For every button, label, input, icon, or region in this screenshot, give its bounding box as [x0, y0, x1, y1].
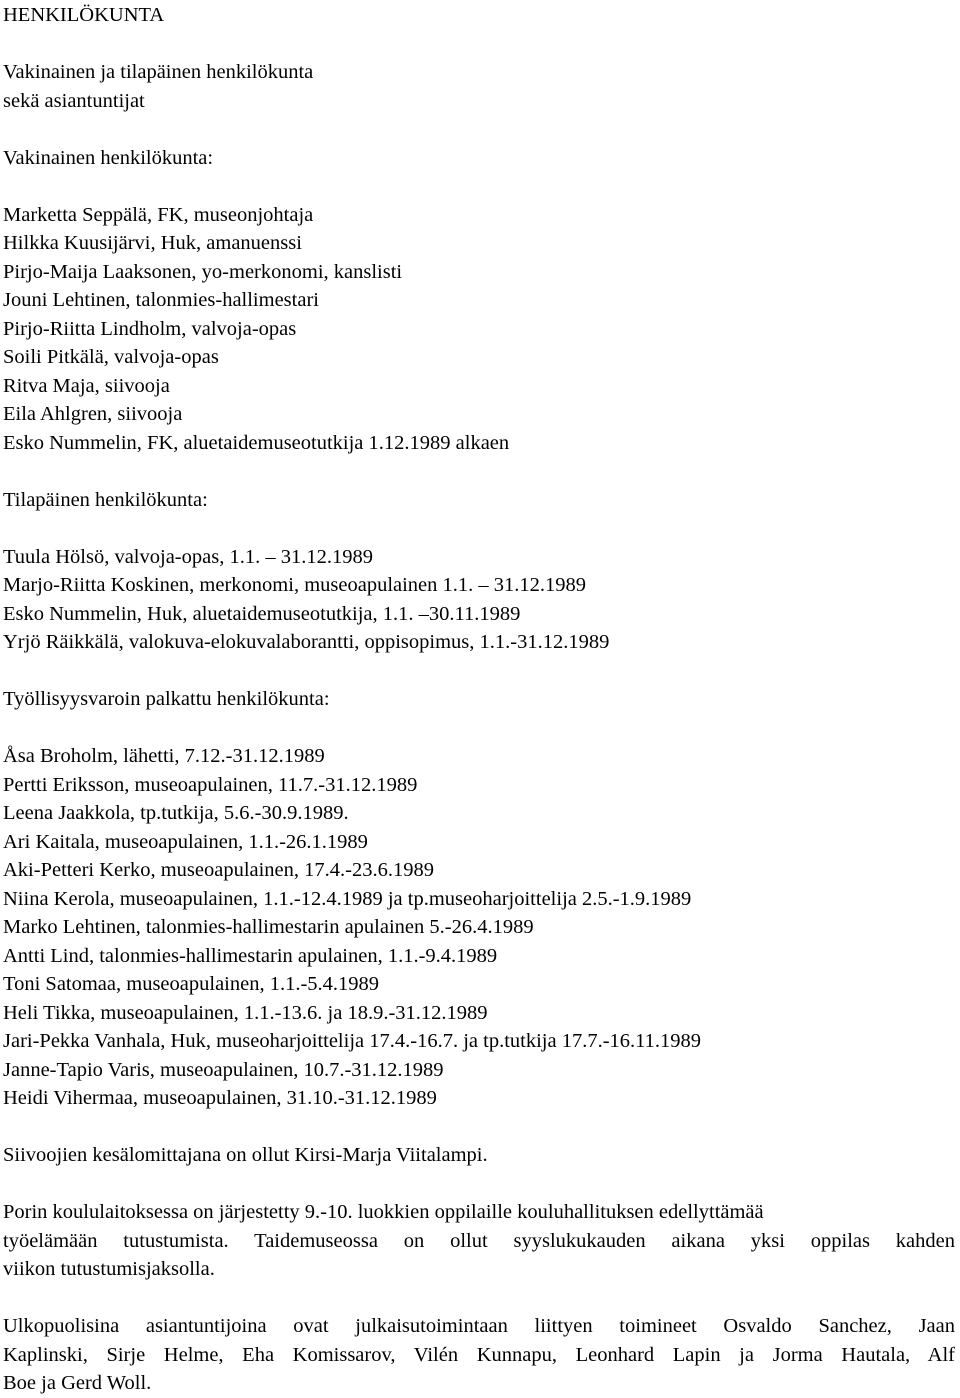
document-title: HENKILÖKUNTA [3, 4, 165, 26]
staff-entry: Heidi Vihermaa, museoapulainen, 31.10.-31.12.1989 [3, 1087, 437, 1109]
staff-entry: Ari Kaitala, museoapulainen, 1.1.-26.1.1989 [3, 830, 368, 853]
paragraph-line: Siivoojien kesälomittajana on ollut Kirsi-Marja Viitalampi. [3, 1144, 488, 1166]
document-page [3, 1, 955, 1398]
spacer [3, 457, 955, 486]
staff-entry: Ritva Maja, siivooja [3, 374, 170, 397]
staff-entry: Yrjö Räikkälä, valokuva-elokuvalaborantti, oppisopimus, 1.1.-31.12.1989 [3, 631, 610, 653]
spacer [3, 115, 955, 144]
staff-entry: Leena Jaakkola, tp.tutkija, 5.6.-30.9.1989. [3, 802, 349, 824]
paragraph-line: viikon tutustumisjaksolla. [3, 1258, 215, 1280]
section-heading: Vakinainen henkilökunta: [3, 146, 214, 169]
staff-entry: Pirjo-Maija Laaksonen, yo-merkonomi, kanslisti [3, 260, 403, 283]
staff-entry: Marjo-Riitta Koskinen, merkonomi, museoapulainen 1.1. – 31.12.1989 [3, 574, 587, 596]
staff-entry: Marko Lehtinen, talonmies-hallimestarin apulainen 5.-26.4.1989 [3, 916, 534, 938]
staff-entry: Tuula Hölsö, valvoja-opas, 1.1. – 31.12.1989 [3, 545, 373, 568]
section-heading: Tilapäinen henkilökunta: [3, 488, 208, 511]
staff-entry: Antti Lind, talonmies-hallimestarin apulainen, 1.1.-9.4.1989 [3, 944, 498, 967]
staff-entry: Eila Ahlgren, siivooja [3, 403, 183, 425]
spacer [3, 657, 955, 686]
spacer [3, 1113, 955, 1142]
text-paragraphs [3, 1141, 955, 1398]
staff-entry: Aki-Petteri Kerko, museoapulainen, 17.4.-23.6.1989 [3, 859, 434, 881]
staff-entry: Janne-Tapio Varis, museoapulainen, 10.7.-31.12.1989 [3, 1058, 444, 1081]
section-heading: Työllisyysvaroin palkattu henkilökunta: [3, 688, 330, 710]
spacer [3, 1284, 955, 1313]
spacer [3, 30, 955, 59]
staff-entry: Esko Nummelin, FK, aluetaidemuseotutkija 1.12.1989 alkaen [3, 431, 510, 454]
paragraph-line: Porin koululaitoksessa on järjestetty 9.-10. luokkien oppilaille kouluhallituksen edellyttämää [3, 1201, 764, 1223]
spacer [3, 172, 955, 201]
paragraph-line: Kaplinski, Sirje Helme, Eha Komissarov, Vilén Kunnapu, Leonhard Lapin ja Jorma Hautala, Alf [3, 1343, 955, 1366]
staff-entry: Pirjo-Riitta Lindholm, valvoja-opas [3, 317, 297, 340]
staff-entry: Jari-Pekka Vanhala, Huk, museoharjoittelija 17.4.-16.7. ja tp.tutkija 17.7.-16.11.1989 [3, 1030, 702, 1052]
spacer [3, 1170, 955, 1199]
paragraph-line: Ulkopuolisina asiantuntijoina ovat julkaisutoimintaan liittyen toimineet Osvaldo Sanchez, Jaan [3, 1315, 955, 1337]
staff-entry: Pertti Eriksson, museoapulainen, 11.7.-31.12.1989 [3, 773, 418, 796]
paragraph-line: työelämään tutustumista. Taidemuseossa on ollut syyslukukauden aikana yksi oppilas kahden [3, 1229, 955, 1252]
staff-entry: Niina Kerola, museoapulainen, 1.1.-12.4.1989 ja tp.museoharjoittelija 2.5.-1.9.1989 [3, 887, 692, 910]
staff-entry: Marketta Seppälä, FK, museonjohtaja [3, 203, 314, 226]
spacer [3, 514, 955, 543]
staff-entry: Heli Tikka, museoapulainen, 1.1.-13.6. ja 18.9.-31.12.1989 [3, 1001, 488, 1024]
staff-entry: Hilkka Kuusijärvi, Huk, amanuenssi [3, 232, 302, 254]
staff-entry: Soili Pitkälä, valvoja-opas [3, 346, 219, 368]
staff-entry: Jouni Lehtinen, talonmies-hallimestari [3, 289, 319, 311]
intro-line: Vakinainen ja tilapäinen henkilökunta [3, 61, 314, 83]
paragraph [3, 1141, 955, 1170]
staff-sections [3, 144, 955, 1142]
staff-entry: Esko Nummelin, Huk, aluetaidemuseotutkija, 1.1. –30.11.1989 [3, 602, 521, 625]
spacer [3, 714, 955, 743]
paragraph [3, 1198, 955, 1284]
staff-entry: Toni Satomaa, museoapulainen, 1.1.-5.4.1989 [3, 973, 380, 995]
staff-entry: Åsa Broholm, lähetti, 7.12.-31.12.1989 [3, 745, 325, 767]
intro-line: sekä asiantuntijat [3, 89, 145, 112]
paragraph-line: Boe ja Gerd Woll. [3, 1372, 152, 1394]
paragraph [3, 1312, 955, 1398]
